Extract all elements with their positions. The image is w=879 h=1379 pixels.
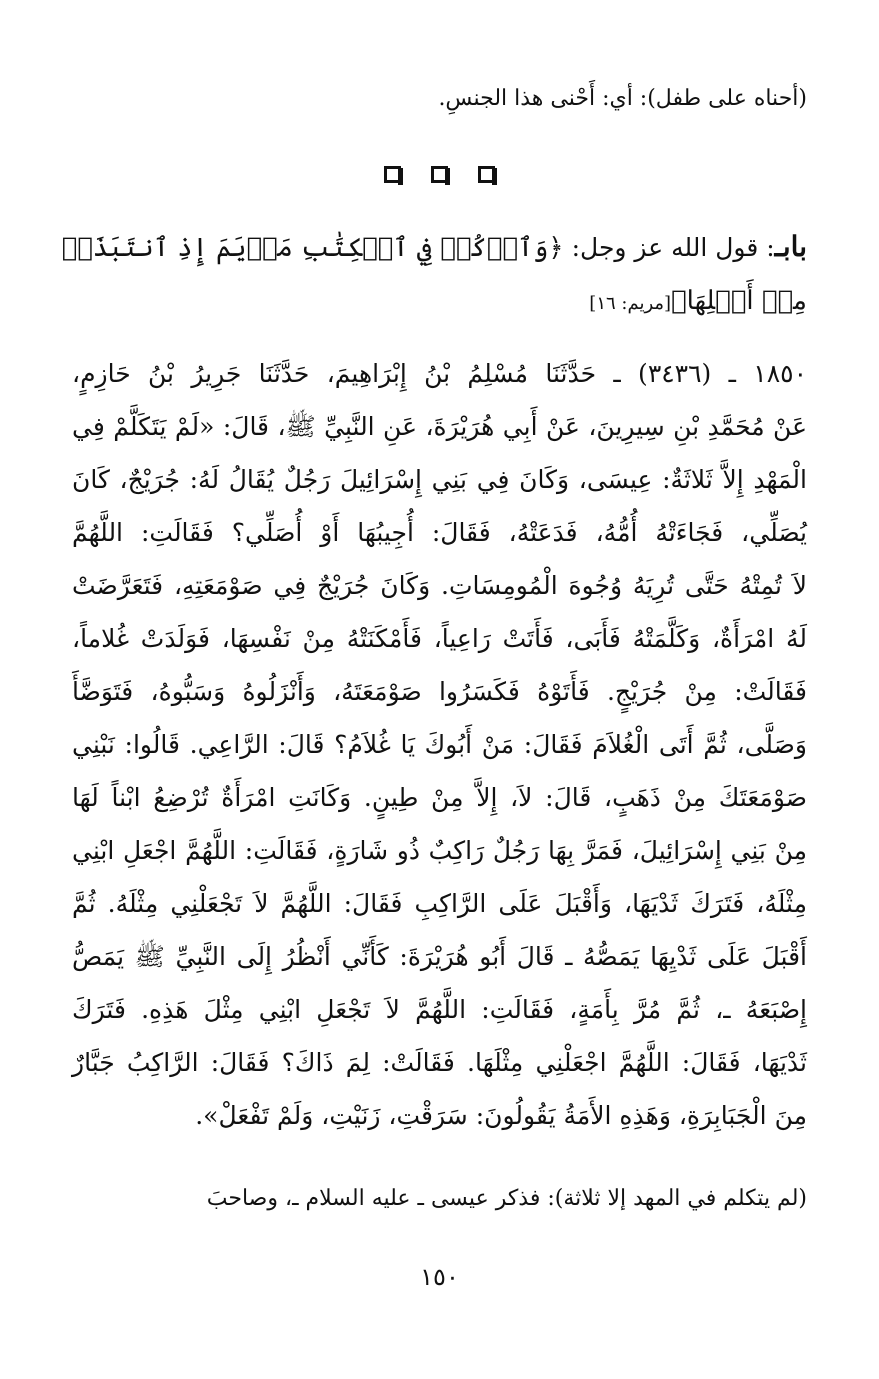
- hadith-line: لاَ تُمِتْهُ حَتَّى تُرِيَهُ وُجُوهَ الْمُومِسَاتِ. وَكَانَ جُرَيْجٌ فِي صَوْمَعَتِهِ، فَتَعَرَّضَتْ: [72, 571, 807, 600]
- quran-verse-line-2: مِنۡ أَهۡلِهَا﴾: [671, 286, 807, 316]
- hadith-line: ١٨٥٠ ـ (٣٤٣٦) ـ حَدَّثَنَا مُسْلِمُ بْنُ إِبْرَاهِيمَ، حَدَّثَنَا جَرِيرُ بْنُ حَازِمٍ،: [72, 359, 807, 388]
- hadith-line: صَوْمَعَتَكَ مِنْ ذَهَبٍ، قَالَ: لاَ، إِلاَّ مِنْ طِينٍ. وَكَانَتِ امْرَأَةٌ تُرْضِعُ ابْناً لَهَا: [72, 783, 807, 812]
- section-divider: [0, 166, 879, 192]
- page-number: ١٥٠: [420, 1263, 459, 1291]
- hadith-line: عَنْ مُحَمَّدِ بْنِ سِيرِينَ، عَنْ أَبِي هُرَيْرَةَ، عَنِ النَّبِيِّ ﷺ، قَالَ: «لَمْ يَتَكَلَّمْ فِي: [72, 412, 807, 441]
- hadith-line-last: مِنَ الْجَبَابِرَةِ، وَهَذِهِ الأَمَةُ يَقُولُونَ: سَرَقْتِ، زَنَيْتِ، وَلَمْ تَفْعَلْ».: [195, 1101, 807, 1130]
- chapter-heading-continued: [72, 284, 807, 321]
- divider-square-icon: [478, 166, 495, 183]
- chapter-text: : قول الله عز وجل:: [563, 233, 775, 262]
- divider-square-icon: [431, 166, 448, 183]
- quran-verse-line-1: ﴿وَٱذۡكُرۡ فِي ٱلۡكِتَٰبِ مَرۡيَمَ إِذِ ٱنتَبَذَتۡ: [61, 233, 564, 263]
- bottom-note: (لم يتكلم في المهد إلا ثلاثة): فذكر عيسى ـ عليه السلام ـ، وصاحبَ: [206, 1186, 807, 1211]
- chapter-heading: [61, 230, 807, 265]
- top-note: (أحناه على طفل): أي: أَحْنى هذا الجنسِ.: [438, 86, 807, 111]
- chapter-label: بابـ: [774, 230, 807, 263]
- hadith-line: أَقْبَلَ عَلَى ثَدْيِهَا يَمَصُّهُ ـ قَالَ أَبُو هُرَيْرَةَ: كَأَنِّي أَنْظُرُ إِلَى النَّبِيِّ ﷺ يَمَصُّ: [72, 942, 807, 971]
- hadith-line: يُصَلِّي، فَجَاءَتْهُ أُمُّهُ، فَدَعَتْهُ، فَقَالَ: أُجِيبُهَا أَوْ أُصَلِّي؟ فَقَالَتِ: اللَّهُمَّ: [72, 518, 807, 547]
- quran-reference: [مريم: ١٦]: [589, 293, 672, 314]
- hadith-line: لَهُ امْرَأَةٌ، وَكَلَّمَتْهُ فَأَبَى، فَأَتَتْ رَاعِياً، فَأَمْكَنَتْهُ مِنْ نَفْسِهَا، فَوَلَدَتْ غُلاماً،: [72, 624, 807, 653]
- hadith-line: وَصَلَّى، ثُمَّ أَتَى الْغُلاَمَ فَقَالَ: مَنْ أَبُوكَ يَا غُلاَمُ؟ قَالَ: الرَّاعِي. قَالُوا: نَبْنِي: [72, 730, 807, 759]
- divider-square-icon: [384, 166, 401, 183]
- hadith-line: ثَدْيَهَا، فَقَالَ: اللَّهُمَّ اجْعَلْنِي مِثْلَهَا. فَقَالَتْ: لِمَ ذَاكَ؟ فَقَالَ: الرَّاكِبُ جَبَّارٌ: [72, 1048, 807, 1077]
- hadith-line: الْمَهْدِ إِلاَّ ثَلاثَةٌ: عِيسَى، وَكَانَ فِي بَنِي إِسْرَائِيلَ رَجُلٌ يُقَالُ لَهُ: جُرَيْجٌ، كَانَ: [72, 465, 807, 494]
- hadith-line: مِثْلَهُ، فَتَرَكَ ثَدْيَهَا، وَأَقْبَلَ عَلَى الرَّاكِبِ فَقَالَ: اللَّهُمَّ لاَ تَجْعَلْنِي مِثْلَهُ. ثُمَّ: [72, 889, 807, 918]
- hadith-line: مِنْ بَنِي إِسْرَائِيلَ، فَمَرَّ بِهَا رَجُلٌ رَاكِبٌ ذُو شَارَةٍ، فَقَالَتِ: اللَّهُمَّ اجْعَلِ ابْنِي: [72, 836, 807, 865]
- hadith-line: إِصْبَعَهُ ـ، ثُمَّ مُرَّ بِأَمَةٍ، فَقَالَتِ: اللَّهُمَّ لاَ تَجْعَلِ ابْنِي مِثْلَ هَذِهِ. فَتَرَكَ: [72, 995, 807, 1024]
- hadith-line: فَقَالَتْ: مِنْ جُرَيْجٍ. فَأَتَوْهُ فَكَسَرُوا صَوْمَعَتَهُ، وَأَنْزَلُوهُ وَسَبُّوهُ، فَتَوَضَّأَ: [72, 677, 807, 706]
